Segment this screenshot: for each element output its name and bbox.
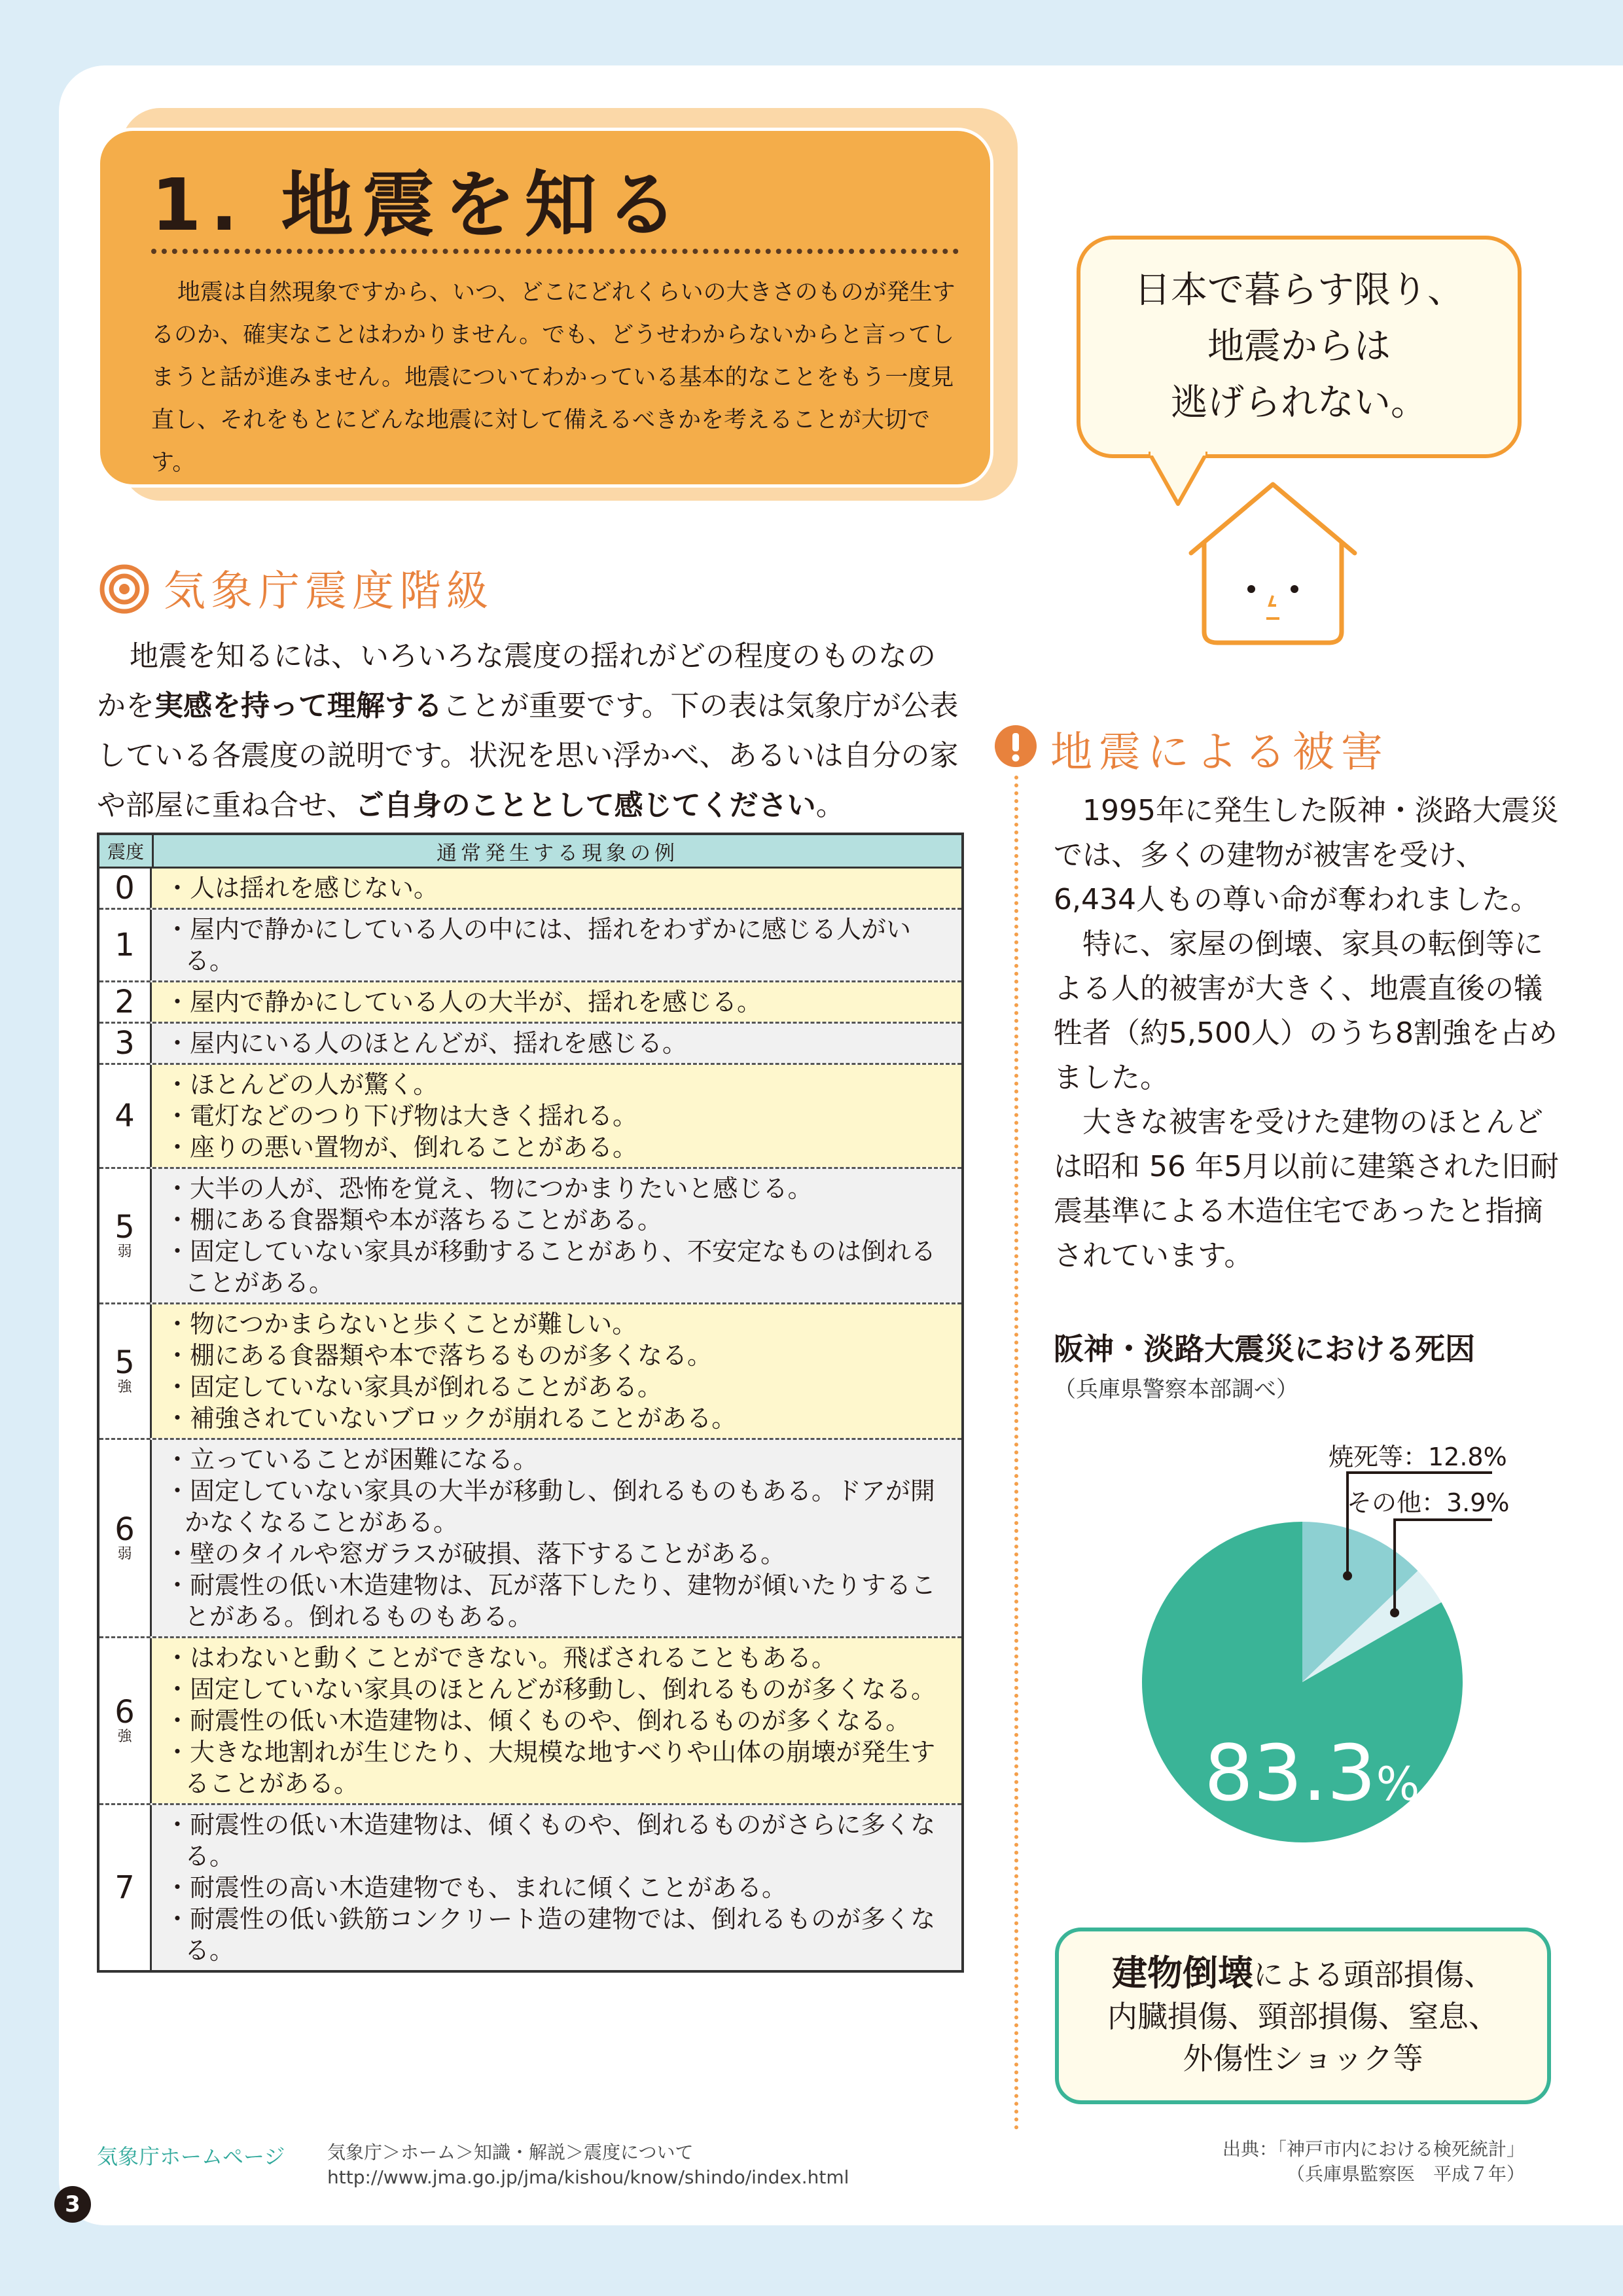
- cause-line-2: 内臓損傷、頸部損傷、窒息、: [1107, 1999, 1499, 2034]
- level-number: 6: [115, 1511, 135, 1548]
- phenomenon-item: ・耐震性の低い木造建物は、傾くものや、倒れるものがさらに多くなる。: [165, 1810, 936, 1871]
- cause-callout-box: [1055, 1928, 1551, 2104]
- level-number: 7: [115, 1869, 135, 1906]
- intensity-level: [99, 869, 152, 908]
- phenomenon-item: ・電灯などのつり下げ物は大きく揺れる。: [165, 1102, 638, 1130]
- table-body: [99, 869, 961, 1970]
- intro-part-1: 地震を知るには、いろいろな震度の揺れがどの程度のものなのかを: [97, 639, 936, 723]
- phenomena-cell: [152, 1805, 961, 1970]
- cause-line-3: 外傷性ショック等: [1183, 2041, 1423, 2076]
- phenomenon-item: ・棚にある食器類や本が落ちることがある。: [165, 1206, 663, 1234]
- bubble-line-1: 日本で暮らす限り、: [1134, 269, 1464, 312]
- house-character-icon: [1178, 471, 1368, 655]
- exclamation-icon: [995, 725, 1037, 767]
- phenomenon-item: ・屋内で静かにしている人の大半が、揺れを感じる。: [165, 988, 762, 1016]
- table-row: [99, 1440, 961, 1638]
- phenomenon-item: ・固定していない家具が倒れることがある。: [165, 1372, 663, 1401]
- table-row: [99, 869, 961, 910]
- table-row: [99, 1065, 961, 1169]
- header-level: 震度: [99, 835, 154, 867]
- intensity-level: [99, 1440, 152, 1636]
- phenomenon-item: ・はわないと動くことができない。飛ばされることもある。: [165, 1643, 837, 1672]
- pie-main-unit: %: [1376, 1757, 1420, 1811]
- level-number: 2: [115, 984, 135, 1020]
- intensity-level: [99, 1169, 152, 1302]
- source-path: [327, 2140, 849, 2190]
- phenomena-cell: [152, 1304, 961, 1438]
- phenomena-cell: [152, 1440, 961, 1636]
- cause-bold: 建物倒壊: [1112, 1952, 1253, 1994]
- level-modifier: 強: [117, 1729, 132, 1745]
- table-row: [99, 982, 961, 1024]
- phenomenon-item: ・大半の人が、恐怖を覚え、物につかまりたいと感じる。: [165, 1174, 813, 1203]
- intensity-level: [99, 1304, 152, 1438]
- page-title: 1. 地震を知る: [151, 163, 687, 247]
- header-intro: 地震は自然現象ですから、いつ、どこにどれくらいの大きさのものが発生するのか、確実なことはわかりません。でも、どうせわからないからと言ってしまうと話が進みません。地震についてわかっている基本的なことをもう一度見直し、それをもとにどんな地震に対して備えるべきかを考えることが大切です。: [151, 279, 955, 476]
- intensity-level: [99, 910, 152, 980]
- phenomenon-item: ・補強されていないブロックが崩れることがある。: [165, 1404, 737, 1433]
- source-label: 気象庁ホームページ: [97, 2144, 285, 2169]
- intro-bold-2: ご自身のこととして感じてください: [355, 789, 816, 822]
- section-title-damage: 地震による被害: [1050, 728, 1389, 777]
- chart-source-line-2: （兵庫県監察医 平成７年）: [1286, 2163, 1525, 2185]
- intensity-table: [97, 833, 964, 1973]
- phenomenon-item: ・物につかまらないと歩くことが難しい。: [165, 1310, 637, 1338]
- phenomenon-item: ・棚にある食器類や本で落ちるものが多くなる。: [165, 1341, 713, 1370]
- target-icon: [98, 563, 151, 615]
- level-number: 5: [115, 1209, 135, 1246]
- cause-line-1-rest: による頭部損傷、: [1253, 1957, 1494, 1992]
- damage-text: [1054, 789, 1564, 1278]
- table-row: [99, 910, 961, 982]
- phenomenon-item: ・耐震性の低い鉄筋コンクリート造の建物では、倒れるものが多くなる。: [165, 1905, 936, 1965]
- chart-source: [1178, 2137, 1525, 2187]
- bubble-line-3: 逃げられない。: [1171, 382, 1427, 424]
- intro-part-3: 。: [815, 789, 845, 822]
- pie-main-value: 83.3: [1204, 1728, 1376, 1818]
- chart-subtitle: （兵庫県警察本部調べ）: [1054, 1376, 1298, 1403]
- level-modifier: 弱: [117, 1546, 132, 1562]
- level-number: 0: [115, 870, 135, 906]
- phenomenon-item: ・座りの悪い置物が、倒れることがある。: [165, 1133, 638, 1162]
- level-number: 6: [115, 1694, 135, 1731]
- table-row: [99, 1169, 961, 1304]
- phenomenon-item: ・固定していない家具のほとんどが移動し、倒れるものが多くなる。: [165, 1675, 936, 1704]
- source-url[interactable]: http://www.jma.go.jp/jma/kishou/know/shindo/index.html: [327, 2166, 849, 2188]
- phenomenon-item: ・固定していない家具が移動することがあり、不安定なものは倒れることがある。: [165, 1237, 936, 1297]
- phenomenon-item: ・大きな地割れが生じたり、大規模な地すべりや山体の崩壊が発生することがある。: [165, 1738, 936, 1798]
- level-modifier: 弱: [117, 1244, 132, 1260]
- pie-label-fire: 焼死等：12.8%: [1329, 1443, 1507, 1471]
- level-modifier: 強: [117, 1379, 132, 1395]
- page-number: 3: [54, 2186, 91, 2223]
- phenomenon-item: ・立っていることが困難になる。: [165, 1445, 539, 1474]
- phenomenon-item: ・壁のタイルや窓ガラスが破損、落下することがある。: [165, 1539, 786, 1568]
- chart-title: 阪神・淡路大震災における死因: [1054, 1331, 1475, 1367]
- bubble-line-2: 地震からは: [1207, 325, 1391, 368]
- intensity-level: [99, 982, 152, 1022]
- cause-line-1: [1112, 1952, 1494, 1996]
- intensity-level: [99, 1024, 152, 1063]
- header-description: 通常発生する現象の例: [437, 841, 679, 865]
- intro-bold-1: 実感を持って理解する: [154, 689, 442, 723]
- damage-paragraph: 1995年に発生した阪神・淡路大震災では、多くの建物が被害を受け、6,434人もの尊い命が奪われました。: [1054, 794, 1559, 916]
- pie-label-main: [1204, 1728, 1419, 1818]
- phenomenon-item: ・耐震性の低い木造建物は、瓦が落下したり、建物が傾いたりすることがある。倒れるものもある。: [165, 1571, 936, 1631]
- table-row: [99, 1024, 961, 1065]
- table-row: [99, 1805, 961, 1970]
- intensity-level: [99, 1805, 152, 1970]
- intensity-level: [99, 1065, 152, 1167]
- header-box: [97, 128, 993, 488]
- level-number: 3: [115, 1025, 135, 1062]
- source-breadcrumb: 気象庁＞ホーム＞知識・解説＞震度について: [327, 2142, 694, 2163]
- intro-part-2: ことが重要です。下の表は気象庁が公表している各震度の説明です。状況を思い浮かべ、あるいは自分の家や部屋に重ね合せ、: [97, 689, 959, 822]
- damage-paragraph: 特に、家屋の倒壊、家具の転倒等による人的被害が大きく、地震直後の犠牲者（約5,500人）のうち8割強を占めました。: [1054, 927, 1558, 1094]
- section-intro: [97, 632, 964, 831]
- pie-label-other: その他：3.9%: [1347, 1488, 1510, 1517]
- level-number: 1: [115, 927, 135, 963]
- speech-bubble: [1077, 236, 1522, 458]
- table-row: [99, 1304, 961, 1440]
- phenomenon-item: ・屋内で静かにしている人の中には、揺れをわずかに感じる人がいる。: [165, 915, 912, 975]
- phenomenon-item: ・耐震性の低い木造建物は、傾くものや、倒れるものが多くなる。: [165, 1706, 911, 1735]
- level-number: 4: [115, 1098, 135, 1134]
- phenomena-cell: [152, 910, 961, 980]
- header-divider: [151, 249, 959, 254]
- damage-paragraph: 大きな被害を受けた建物のほとんどは昭和 56 年5月以前に建築された旧耐震基準による木造住宅であったと指摘されています。: [1054, 1105, 1559, 1272]
- phenomena-cell: [152, 1169, 961, 1302]
- phenomena-cell: [152, 1065, 961, 1167]
- phenomenon-item: ・耐震性の高い木造建物でも、まれに傾くことがある。: [165, 1873, 787, 1902]
- phenomenon-item: ・ほとんどの人が驚く。: [165, 1070, 438, 1099]
- intensity-level: [99, 1638, 152, 1803]
- dotted-guide-line: [1014, 776, 1018, 2130]
- table-header: [99, 835, 961, 869]
- phenomena-cell: [152, 1024, 961, 1063]
- phenomenon-item: ・屋内にいる人のほとんどが、揺れを感じる。: [165, 1029, 688, 1058]
- phenomena-cell: [152, 1638, 961, 1803]
- table-row: [99, 1638, 961, 1805]
- phenomenon-item: ・固定していない家具の大半が移動し、倒れるものもある。ドアが開かなくなることがある。: [165, 1477, 935, 1537]
- chart-source-line-1: 出典：「神戸市内における検死統計」: [1222, 2138, 1525, 2160]
- phenomena-cell: [152, 982, 961, 1022]
- phenomenon-item: ・人は揺れを感じない。: [165, 874, 439, 903]
- phenomena-cell: [152, 869, 961, 908]
- section-title-scale: 気象庁震度階級: [164, 567, 493, 616]
- level-number: 5: [115, 1344, 135, 1381]
